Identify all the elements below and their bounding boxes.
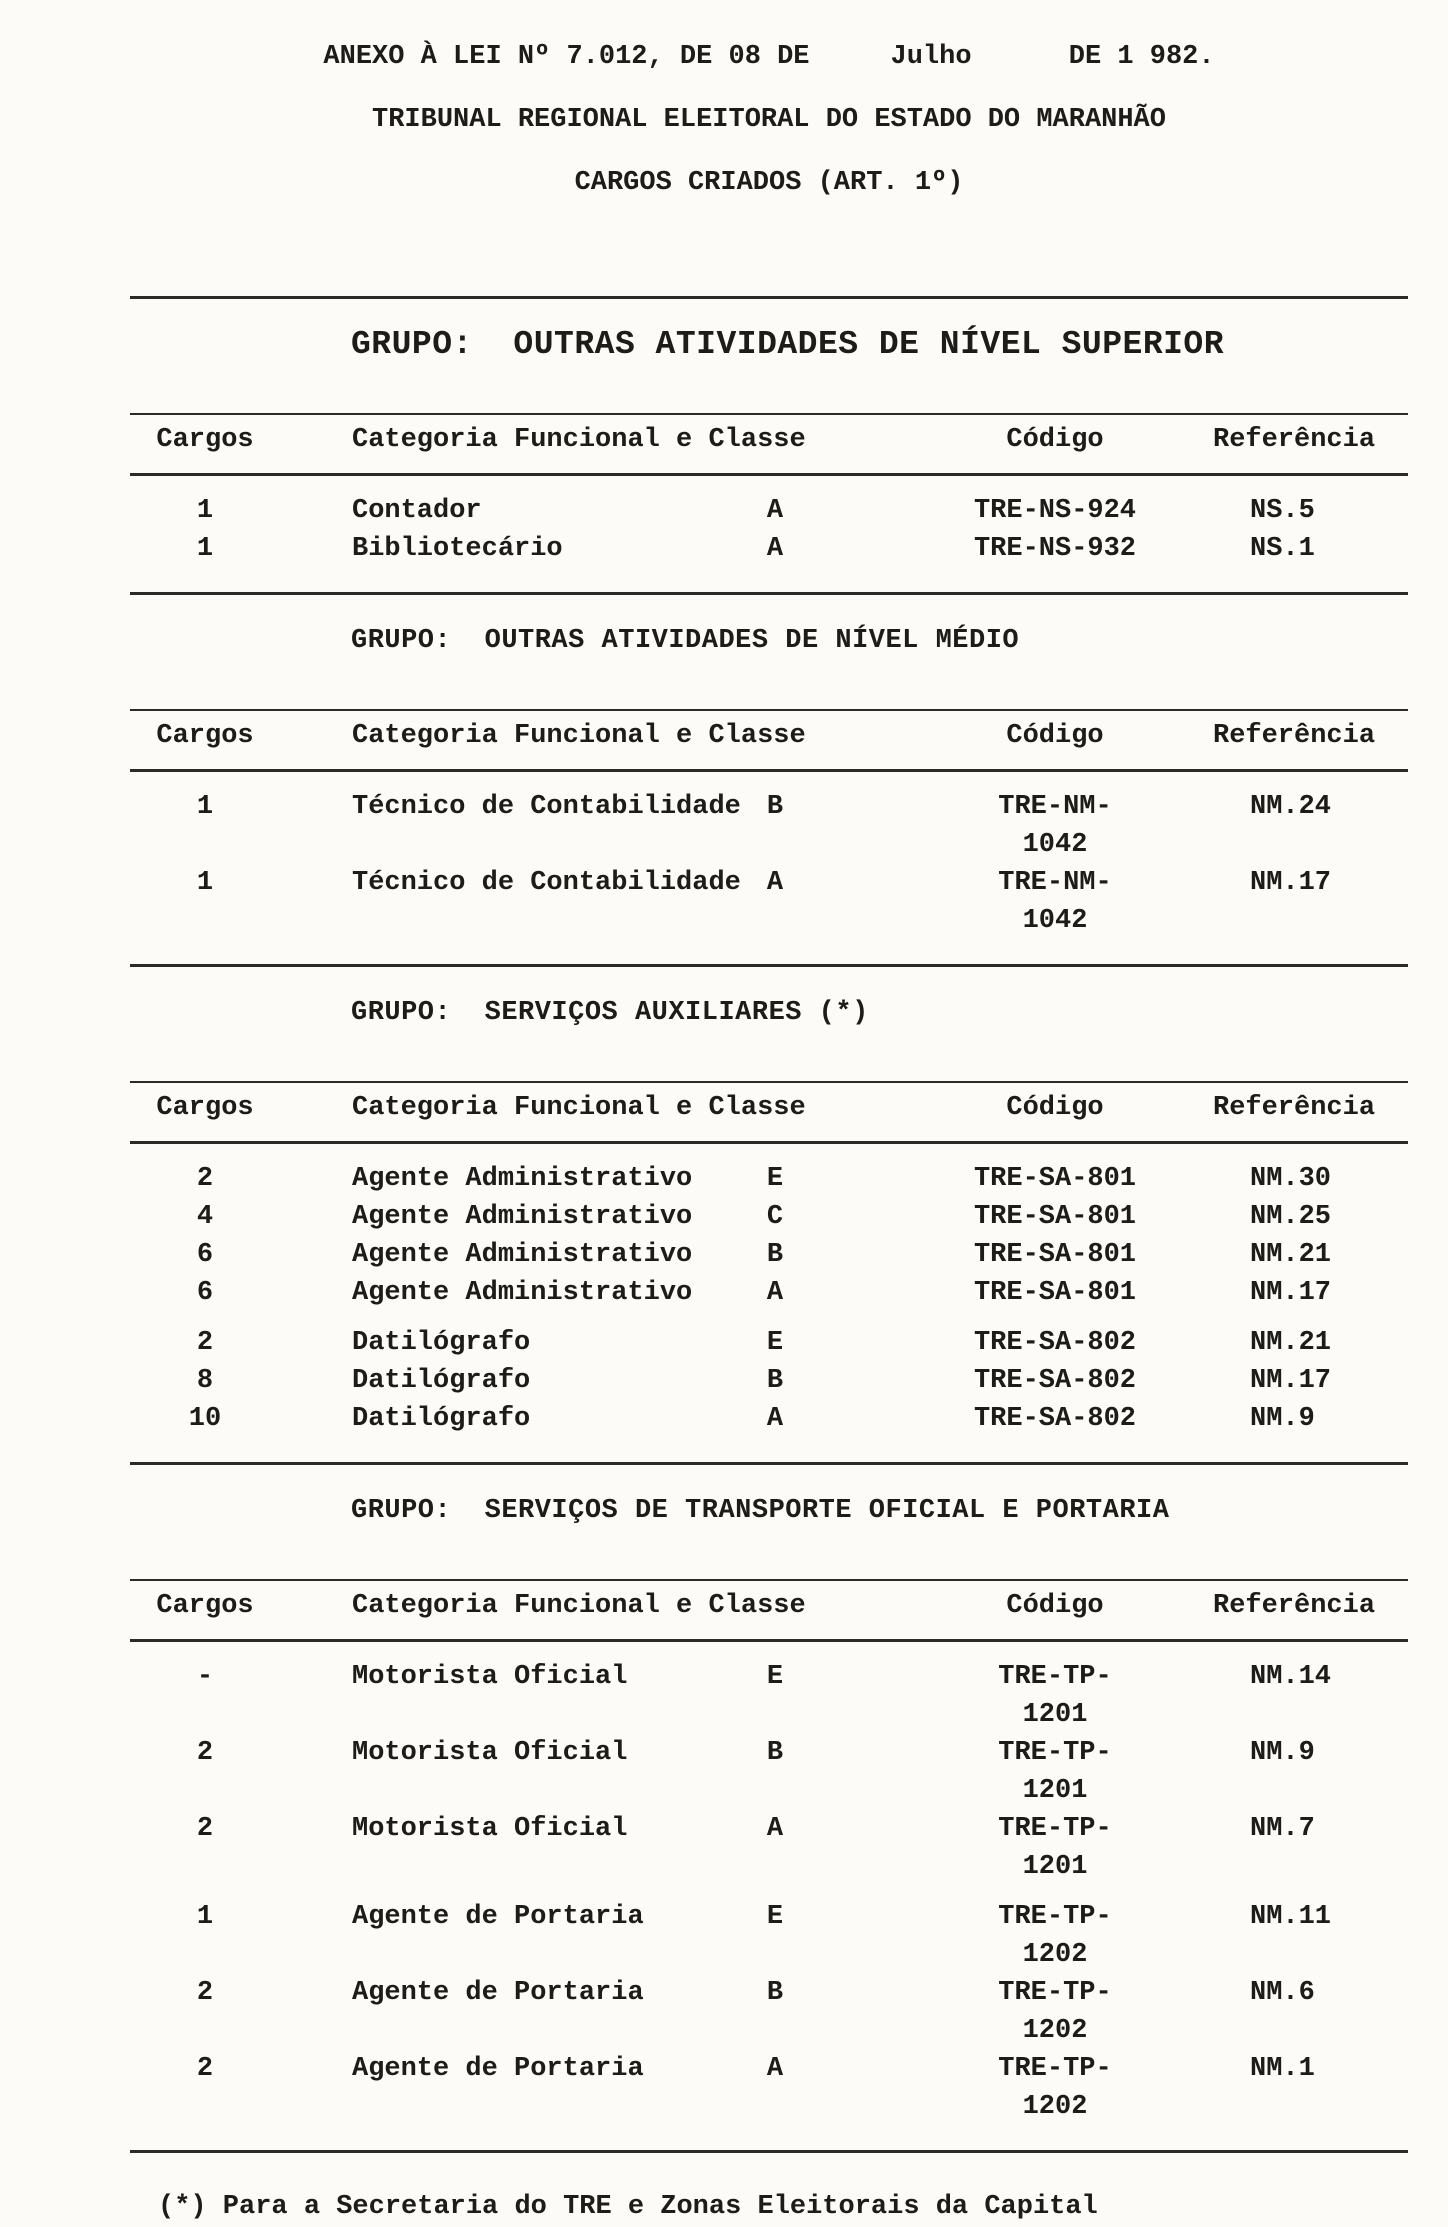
table-body <box>130 476 1408 592</box>
cell-classe: B <box>766 792 784 822</box>
col-header-codigo: Código <box>1006 721 1104 751</box>
cell-cargos: 2 <box>196 1814 214 1844</box>
document-header <box>130 26 1408 215</box>
cell-classe: A <box>766 534 784 564</box>
cell-classe: E <box>766 1164 784 1194</box>
doc-title-line-2: TRIBUNAL REGIONAL ELEITORAL DO ESTADO DO MARANHÃO <box>372 105 1166 135</box>
table-header-row <box>130 709 1408 772</box>
cell-cargos: 1 <box>196 868 214 898</box>
col-header-referencia: Referência <box>1213 721 1376 751</box>
footnote: (*) Para a Secretaria do TRE e Zonas Eleitorais da Capital <box>158 2192 1098 2222</box>
table-row <box>130 1734 1408 1810</box>
col-header-referencia: Referência <box>1213 425 1376 455</box>
col-header-referencia: Referência <box>1213 1093 1376 1123</box>
cell-codigo: TRE-SA-802 <box>973 1404 1137 1434</box>
cell-classe: E <box>766 1902 784 1932</box>
cell-classe: C <box>766 1202 784 1232</box>
cell-categoria: Agente de Portaria <box>352 2054 644 2084</box>
cell-codigo: TRE-TP-1202 <box>998 1978 1112 2046</box>
cell-classe: E <box>766 1328 784 1358</box>
cell-codigo: TRE-TP-1201 <box>998 1814 1112 1882</box>
cell-classe: A <box>766 1814 784 1844</box>
cell-cargos: 6 <box>196 1240 214 1270</box>
cell-referencia: NM.7 <box>1250 1814 1315 1844</box>
cell-classe: B <box>766 1738 784 1768</box>
group-heading: GRUPO: OUTRAS ATIVIDADES DE NÍVEL SUPERIOR <box>351 326 1225 363</box>
cell-referencia: NM.14 <box>1250 1662 1332 1692</box>
cell-referencia: NM.17 <box>1250 1278 1332 1308</box>
cell-referencia: NS.1 <box>1250 534 1315 564</box>
cell-categoria: Agente Administrativo <box>352 1240 693 1270</box>
table-header-row <box>130 413 1408 476</box>
cell-categoria: Agente Administrativo <box>352 1278 693 1308</box>
cell-classe: A <box>766 2054 784 2084</box>
cell-codigo: TRE-SA-802 <box>973 1366 1137 1396</box>
cell-codigo: TRE-TP-1202 <box>998 1902 1112 1970</box>
cell-referencia: NM.30 <box>1250 1164 1332 1194</box>
cell-codigo: TRE-SA-801 <box>973 1240 1137 1270</box>
group-heading: GRUPO: SERVIÇOS DE TRANSPORTE OFICIAL E PORTARIA <box>351 1496 1170 1526</box>
cell-cargos: 1 <box>196 792 214 822</box>
table-row <box>130 1898 1408 1974</box>
table-header-row <box>130 1081 1408 1144</box>
cell-codigo: TRE-NS-932 <box>973 534 1137 564</box>
col-header-referencia: Referência <box>1213 1591 1376 1621</box>
section-transporte-portaria <box>130 1462 1408 2153</box>
table-row <box>130 1810 1408 1886</box>
cell-classe: B <box>766 1978 784 2008</box>
col-header-categoria: Categoria Funcional e Classe <box>352 1093 806 1123</box>
table-row <box>130 1362 1408 1400</box>
cell-categoria: Técnico de Contabilidade <box>352 868 741 898</box>
col-header-codigo: Código <box>1006 1093 1104 1123</box>
cell-cargos: 1 <box>196 534 214 564</box>
cell-categoria: Datilógrafo <box>352 1404 531 1434</box>
col-header-categoria: Categoria Funcional e Classe <box>352 425 806 455</box>
cell-classe: A <box>766 496 784 526</box>
cell-cargos: 2 <box>196 1164 214 1194</box>
cell-categoria: Técnico de Contabilidade <box>352 792 741 822</box>
cell-referencia: NM.1 <box>1250 2054 1315 2084</box>
cell-categoria: Agente Administrativo <box>352 1164 693 1194</box>
cell-codigo: TRE-TP-1201 <box>998 1738 1112 1806</box>
cell-categoria: Motorista Oficial <box>352 1738 628 1768</box>
cell-codigo: TRE-NM-1042 <box>998 792 1112 860</box>
table-row <box>130 530 1408 568</box>
cell-codigo: TRE-SA-801 <box>973 1202 1137 1232</box>
cell-categoria: Datilógrafo <box>352 1328 531 1358</box>
cell-referencia: NM.6 <box>1250 1978 1315 2008</box>
col-header-codigo: Código <box>1006 425 1104 455</box>
cell-categoria: Datilógrafo <box>352 1366 531 1396</box>
cell-classe: A <box>766 1404 784 1434</box>
table-header-row <box>130 1579 1408 1642</box>
table-row <box>130 1400 1408 1438</box>
col-header-cargos: Cargos <box>156 425 254 455</box>
cell-classe: B <box>766 1366 784 1396</box>
table-row <box>130 1324 1408 1362</box>
cell-codigo: TRE-SA-801 <box>973 1278 1137 1308</box>
cell-codigo: TRE-TP-1201 <box>998 1662 1112 1730</box>
cell-codigo: TRE-TP-1202 <box>998 2054 1112 2122</box>
table-row <box>130 492 1408 530</box>
table-row <box>130 1658 1408 1734</box>
cell-referencia: NM.9 <box>1250 1738 1315 1768</box>
table-body <box>130 1642 1408 2150</box>
group-heading: GRUPO: SERVIÇOS AUXILIARES (*) <box>351 998 869 1028</box>
cell-categoria: Motorista Oficial <box>352 1662 628 1692</box>
cell-referencia: NM.21 <box>1250 1240 1332 1270</box>
cell-referencia: NM.17 <box>1250 1366 1332 1396</box>
col-header-categoria: Categoria Funcional e Classe <box>352 721 806 751</box>
cell-codigo: TRE-SA-802 <box>973 1328 1137 1358</box>
table-row <box>130 2050 1408 2126</box>
cell-codigo: TRE-NS-924 <box>973 496 1137 526</box>
table-row <box>130 1236 1408 1274</box>
table-row <box>130 788 1408 864</box>
cell-cargos: 8 <box>196 1366 214 1396</box>
cell-referencia: NS.5 <box>1250 496 1315 526</box>
cell-cargos: 2 <box>196 1978 214 2008</box>
cell-cargos: 6 <box>196 1278 214 1308</box>
cell-classe: E <box>766 1662 784 1692</box>
cell-cargos: - <box>196 1662 214 1692</box>
table-row <box>130 1274 1408 1312</box>
cell-cargos: 10 <box>188 1404 222 1434</box>
cell-cargos: 1 <box>196 496 214 526</box>
doc-title-line-3: CARGOS CRIADOS (ART. 1º) <box>574 168 964 198</box>
doc-title-line-1: ANEXO À LEI Nº 7.012, DE 08 DE Julho DE 1 982. <box>323 42 1215 72</box>
cell-categoria: Agente de Portaria <box>352 1978 644 2008</box>
col-header-categoria: Categoria Funcional e Classe <box>352 1591 806 1621</box>
cell-referencia: NM.25 <box>1250 1202 1332 1232</box>
cell-cargos: 2 <box>196 2054 214 2084</box>
cell-referencia: NM.21 <box>1250 1328 1332 1358</box>
cell-categoria: Motorista Oficial <box>352 1814 628 1844</box>
cell-referencia: NM.11 <box>1250 1902 1332 1932</box>
cell-codigo: TRE-NM-1042 <box>998 868 1112 936</box>
table-row <box>130 1974 1408 2050</box>
group-heading: GRUPO: OUTRAS ATIVIDADES DE NÍVEL MÉDIO <box>351 626 1020 656</box>
cell-classe: B <box>766 1240 784 1270</box>
cell-cargos: 4 <box>196 1202 214 1232</box>
table-row <box>130 864 1408 940</box>
table-body <box>130 1144 1408 1462</box>
col-header-cargos: Cargos <box>156 1591 254 1621</box>
section-nivel-superior <box>130 296 1408 592</box>
cell-cargos: 2 <box>196 1738 214 1768</box>
table-row <box>130 1160 1408 1198</box>
cell-referencia: NM.9 <box>1250 1404 1315 1434</box>
cell-classe: A <box>766 868 784 898</box>
cell-categoria: Agente Administrativo <box>352 1202 693 1232</box>
col-header-cargos: Cargos <box>156 1093 254 1123</box>
table-row <box>130 1198 1408 1236</box>
cell-categoria: Bibliotecário <box>352 534 563 564</box>
cell-referencia: NM.24 <box>1250 792 1332 822</box>
cell-cargos: 2 <box>196 1328 214 1358</box>
cell-categoria: Contador <box>352 496 482 526</box>
section-servicos-auxiliares <box>130 964 1408 1462</box>
col-header-cargos: Cargos <box>156 721 254 751</box>
table-body <box>130 772 1408 964</box>
cell-categoria: Agente de Portaria <box>352 1902 644 1932</box>
cell-classe: A <box>766 1278 784 1308</box>
cell-cargos: 1 <box>196 1902 214 1932</box>
cell-codigo: TRE-SA-801 <box>973 1164 1137 1194</box>
cell-referencia: NM.17 <box>1250 868 1332 898</box>
section-nivel-medio <box>130 592 1408 964</box>
col-header-codigo: Código <box>1006 1591 1104 1621</box>
